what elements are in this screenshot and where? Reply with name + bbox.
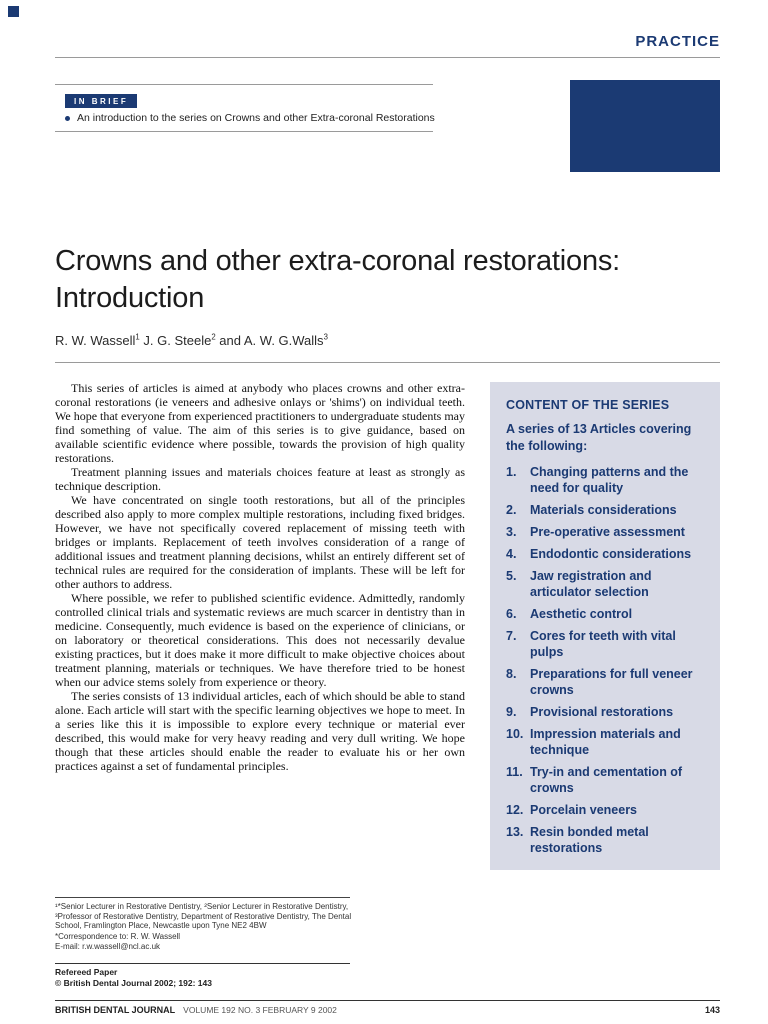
series-item-label: Changing patterns and the need for quality: [530, 465, 689, 495]
series-item-label: Cores for teeth with vital pulps: [530, 629, 676, 659]
series-item-number: 7.: [506, 629, 517, 643]
copyright-line: © British Dental Journal 2002; 192: 143: [55, 977, 212, 988]
page-footer: [55, 1005, 720, 1015]
journal-name: BRITISH DENTAL JOURNAL: [55, 1005, 176, 1015]
series-item-label: Provisional restorations: [530, 705, 674, 719]
brief-top-rule: [55, 84, 433, 85]
body-paragraph: The series consists of 13 individual articles, each of which should be able to stand alone. Each article will start with the specific learning objectives we hope to meet. In a series like this it is impossible to explore every technique or material ever described, this would make for very heavy reading and very dull writing. We hope though that these articles should enable the reader to evaluate his or her own practices against a set of fundamental principles.: [55, 689, 465, 773]
footer-left: [55, 1005, 337, 1015]
section-label: PRACTICE: [635, 33, 720, 50]
series-item-number: 3.: [506, 525, 517, 539]
series-item-label: Jaw registration and articulator selection: [530, 569, 652, 599]
series-list-item: [506, 524, 706, 540]
sidebar-heading: CONTENT OF THE SERIES: [506, 398, 670, 412]
series-list-item: [506, 704, 706, 720]
body-paragraph: Treatment planning issues and materials choices feature at least as strongly as technique description.: [55, 465, 465, 493]
series-item-label: Endodontic considerations: [530, 547, 692, 561]
series-item-number: 1.: [506, 465, 517, 479]
authors-rule: [55, 362, 720, 363]
body-paragraph: This series of articles is aimed at anybody who places crowns and other extra-coronal restorations (ie veneers and adhesive onlays or 'shims') on individual teeth. We hope that everyone from experienced practitioners to undergraduate students may find something of value. The aim of this series is to give guidance, based on available scientific evidence where possible, towards the provision of high quality restorations.: [55, 381, 465, 465]
series-item-label: Try-in and cementation of crowns: [530, 765, 683, 795]
author-affiliation-sup: 3: [323, 333, 328, 342]
series-list-item: [506, 502, 706, 518]
affiliations-text: ¹*Senior Lecturer in Restorative Dentistry, ²Senior Lecturer in Restorative Dentistry, ³Professor of Restorative Dentistry, Department of Restorative Dentistry, The Dental School, Framlington Place, Newcastle upon Tyne NE2 4BW: [55, 902, 352, 930]
series-list-item: [506, 726, 706, 758]
series-item-number: 4.: [506, 547, 517, 561]
author-affiliation-sup: 2: [211, 333, 216, 342]
article-title: Crowns and other extra-coronal restorations: Introduction: [55, 245, 621, 314]
series-list-item: [506, 606, 706, 622]
header-image-block: [570, 80, 720, 172]
body-paragraph: Where possible, we refer to published scientific evidence. Admittedly, randomly controlled clinical trials and systematic reviews are much scarcer in dentistry than in medicine. Consequently, much evidence is based on the experience of clinicians, or on laboratory or theoretical considerations. This does not necessarily devalue existing practices, but it does make it more difficult to make objective choices about treatment planning, materials or techniques. We have therefore tried to be honest when our advice stems solely from experience or theory.: [55, 591, 465, 689]
series-list-item: [506, 764, 706, 796]
series-item-number: 6.: [506, 607, 517, 621]
series-item-label: Materials considerations: [530, 503, 677, 517]
author: and A. W. G.Walls$^3$: [219, 333, 328, 349]
series-item-number: 2.: [506, 503, 517, 517]
bullet-icon: [65, 116, 70, 121]
series-list-item: [506, 546, 706, 562]
series-item-label: Preparations for full veneer crowns: [530, 667, 693, 697]
series-list-item: [506, 802, 706, 818]
series-item-number: 12.: [506, 803, 524, 817]
series-item-number: 9.: [506, 705, 517, 719]
series-item-label: Aesthetic control: [530, 607, 633, 621]
series-list: [506, 464, 706, 856]
sidebar-subheading: A series of 13 Articles covering the following:: [506, 422, 692, 453]
in-brief-item: [65, 112, 445, 124]
series-list-item: [506, 824, 706, 856]
corner-mark: [8, 6, 19, 17]
email-text: E-mail: r.w.wassell@ncl.ac.uk: [55, 942, 161, 951]
series-list-item: [506, 628, 706, 660]
body-paragraph: We have concentrated on single tooth restorations, but all of the principles described also apply to more complex multiple restorations, including fixed bridges. However, we have not specifically covered replacement of missing teeth with bridges or implants. Replacement of teeth involves consideration of a range of additional issues and treatment planning decisions, whilst an entirely different set of technical rules are required for the consideration of implants. These will be left for other authors to address.: [55, 493, 465, 591]
series-item-number: 8.: [506, 667, 517, 681]
author: R. W. Wassell$^1$: [55, 333, 140, 349]
authors-line: [55, 333, 555, 348]
series-item-label: Porcelain veneers: [530, 803, 638, 817]
series-item-number: 13.: [506, 825, 524, 839]
series-list-item: [506, 666, 706, 698]
in-brief-text: An introduction to the series on Crowns and other Extra-coronal Restorations: [77, 112, 435, 124]
series-item-number: 5.: [506, 569, 517, 583]
footnotes: [55, 901, 355, 952]
volume-info: VOLUME 192 NO. 3 FEBRUARY 9 2002: [183, 1005, 337, 1015]
refereed-label: Refereed Paper: [55, 967, 118, 977]
series-item-number: 11.: [506, 765, 523, 779]
series-list-item: [506, 464, 706, 496]
article-body: [55, 381, 465, 773]
author-affiliation-sup: 1: [135, 333, 140, 342]
author: J. G. Steele$^2$: [143, 333, 216, 349]
series-list-item: [506, 568, 706, 600]
refereed-block: [55, 967, 355, 988]
series-content-box: [490, 382, 720, 870]
series-item-number: 10.: [506, 727, 524, 741]
footer-rule: [55, 1000, 720, 1001]
series-item-label: Impression materials and technique: [530, 727, 681, 757]
series-item-label: Pre-operative assessment: [530, 525, 685, 539]
page-number: 143: [704, 1005, 720, 1015]
refereed-rule: [55, 963, 350, 964]
series-item-label: Resin bonded metal restorations: [530, 825, 649, 855]
brief-bottom-rule: [55, 131, 433, 132]
header-rule: [55, 57, 720, 58]
correspondence-text: *Correspondence to: R. W. Wassell: [55, 931, 181, 941]
in-brief-badge: IN BRIEF: [65, 94, 137, 108]
footnote-rule: [55, 897, 350, 898]
